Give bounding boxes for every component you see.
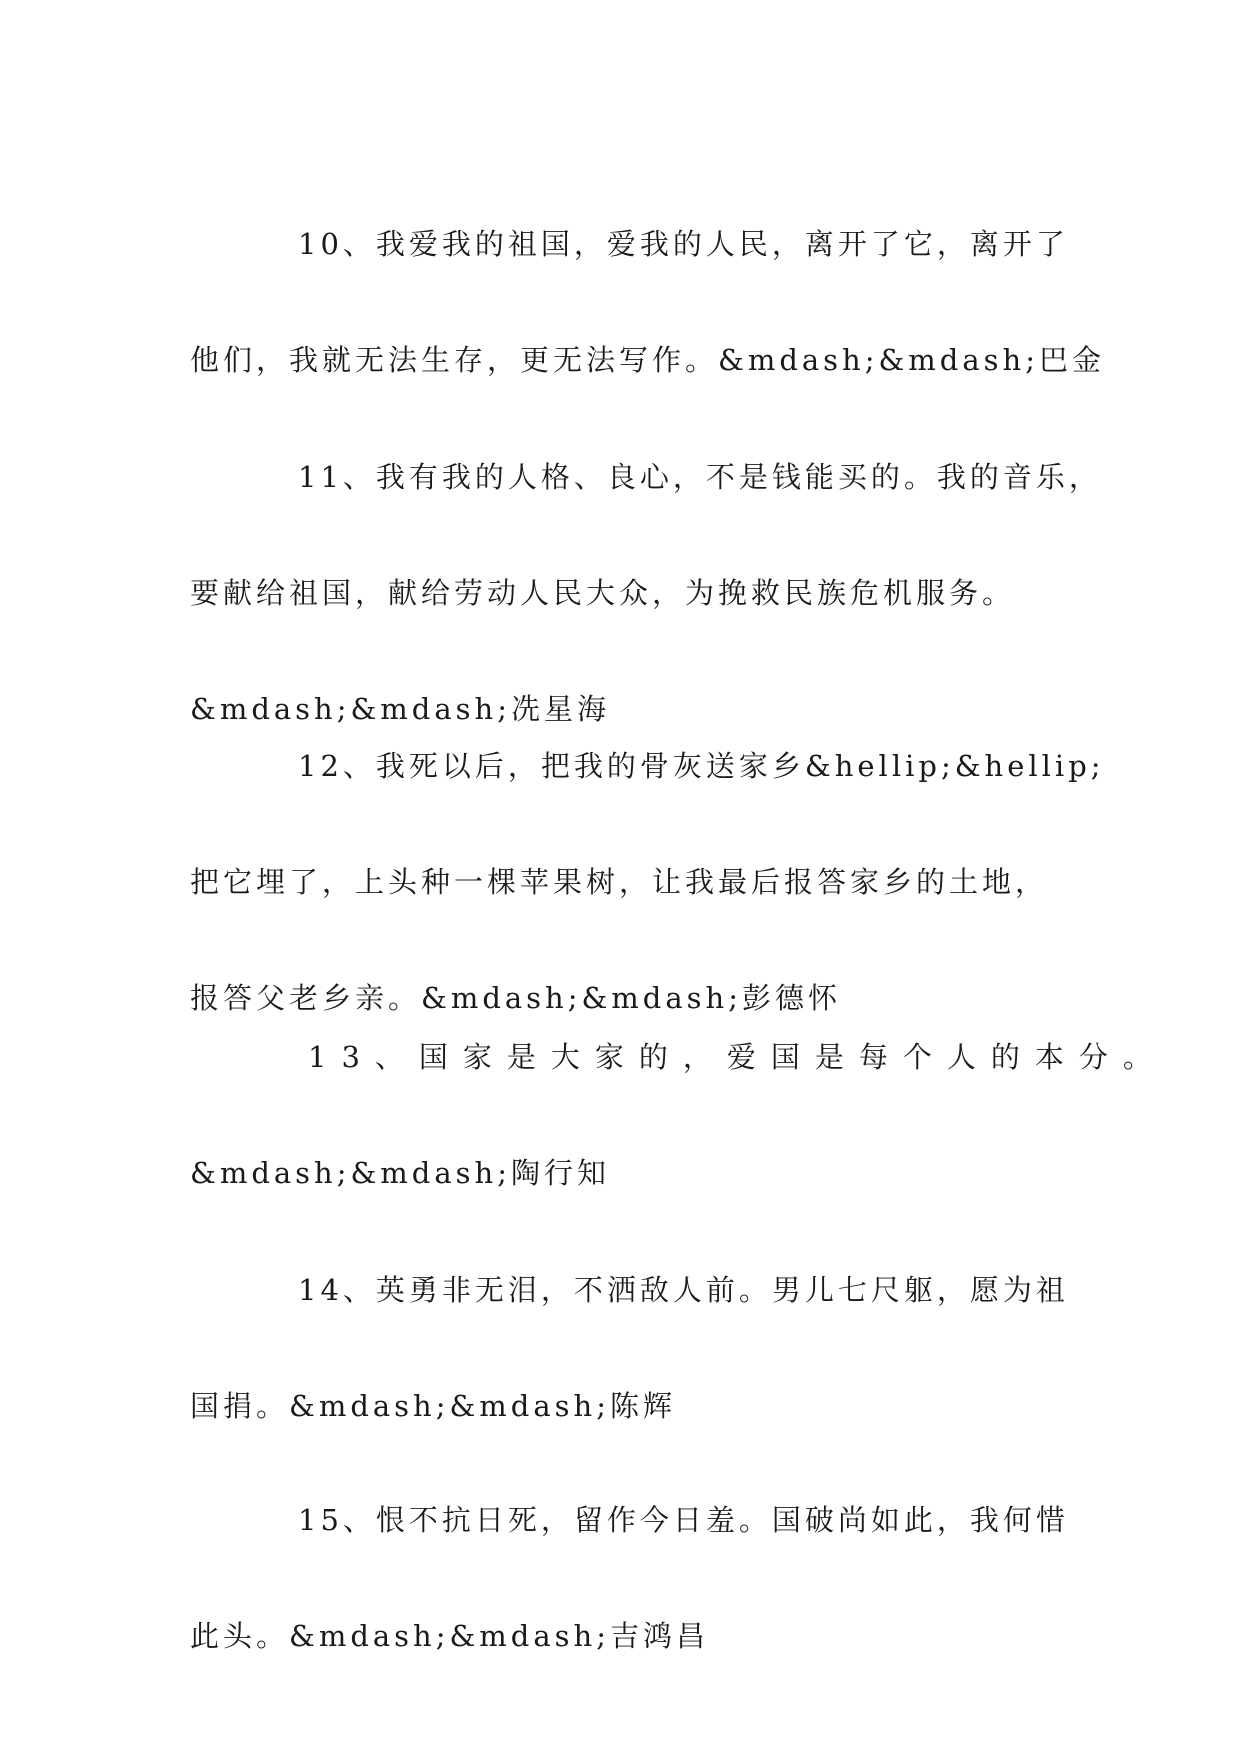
quote-line: 报答父老乡亲。&mdash;&mdash;彭德怀: [190, 981, 841, 1015]
quote-line: 14、英勇非无泪，不洒敌人前。男儿七尺躯，愿为祖: [298, 1273, 1069, 1307]
quote-line: 12、我死以后，把我的骨灰送家乡&hellip;&hellip;: [298, 749, 1105, 783]
quote-line: 15、恨不抗日死，留作今日羞。国破尚如此，我何惜: [298, 1503, 1069, 1537]
quote-line: 要献给祖国，献给劳动人民大众，为挽救民族危机服务。: [190, 576, 1016, 610]
quote-line: &mdash;&mdash;冼星海: [190, 692, 610, 726]
quote-line: 10、我爱我的祖国，爱我的人民，离开了它，离开了: [298, 227, 1069, 261]
quote-line: 13、国家是大家的，爱国是每个人的本分。: [308, 1040, 1167, 1074]
quote-line: 把它埋了，上头种一棵苹果树，让我最后报答家乡的土地，: [190, 865, 1049, 899]
quote-line: 他们，我就无法生存，更无法写作。&mdash;&mdash;巴金: [190, 343, 1105, 377]
quote-line: &mdash;&mdash;陶行知: [190, 1156, 610, 1190]
quote-line: 11、我有我的人格、良心，不是钱能买的。我的音乐，: [298, 460, 1102, 494]
quote-line: 此头。&mdash;&mdash;吉鸿昌: [190, 1619, 709, 1653]
quote-paragraph-15: [190, 1433, 1070, 1723]
quote-line: 国捐。&mdash;&mdash;陈辉: [190, 1389, 676, 1423]
